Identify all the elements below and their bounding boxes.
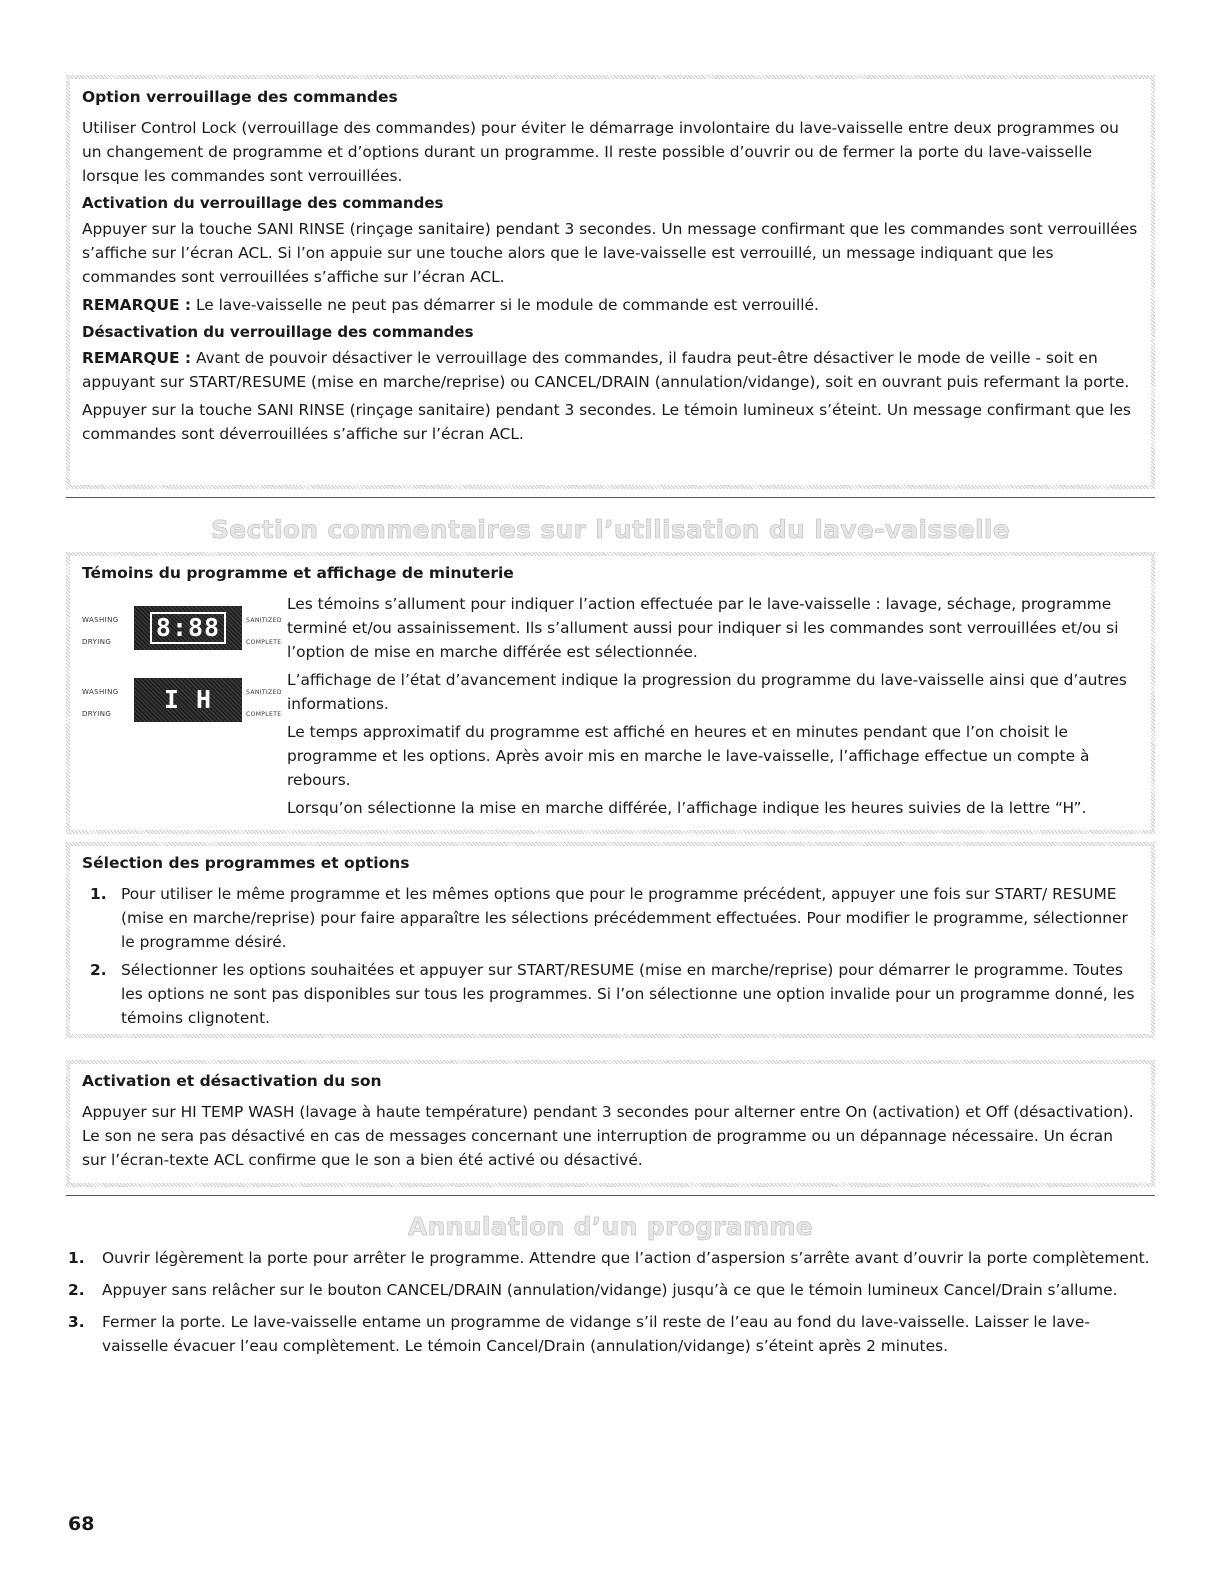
list-item-text: Appuyer sans relâcher sur le bouton CANCEL/DRAIN (annulation/vidange) jusqu’à ce que le témoin lumineux Cancel/Drain s’allume. (102, 1281, 1118, 1299)
section-divider-1 (66, 497, 1155, 498)
selection-list (82, 882, 1139, 1030)
deactivation-text: Appuyer sur la touche SANI RINSE (rinçage sanitaire) pendant 3 secondes. Le témoin lumineux s’éteint. Un message confirmant que les commandes sont déverrouillées s’affiche sur l’écran ACL. (82, 401, 1131, 443)
control-lock-intro: Utiliser Control Lock (verrouillage des commandes) pour éviter le démarrage involontaire du lave-vaisselle entre deux programmes ou un changement de programme et d’options durant un programme. Il reste possible d’ouvrir ou de fermer la porte du lave-vaisselle lorsque les commandes sont verrouillées. (82, 119, 1119, 185)
list-item (66, 1310, 1155, 1358)
lcd-screen (134, 678, 242, 722)
note-2-text: Avant de pouvoir désactiver le verrouillage des commandes, il faudra peut-être désactiver le mode de veille - soit en appuyant sur START/RESUME (mise en marche/reprise) ou CANCEL/DRAIN (annulation/vidange), soit en ouvrant puis refermant la porte. (82, 349, 1130, 391)
list-item-text: Sélectionner les options souhaitées et appuyer sur START/RESUME (mise en marche/reprise) pour démarrer le programme. Toutes les options ne sont pas disponibles sur tous les programmes. Si l’on sélectionne une option invalide pour un programme donné, les témoins clignotent. (121, 961, 1135, 1027)
cancel-steps-list (66, 1246, 1155, 1362)
list-item-text: Pour utiliser le même programme et les mêmes options que pour le programme précédent, appuyer une fois sur START/ RESUME (mise en marche/reprise) pour faire apparaître les sélections précédemment effectuées. Pour modifier le programme, sélectionner le programme désiré. (121, 885, 1128, 951)
sound-text: Appuyer sur HI TEMP WASH (lavage à haute température) pendant 3 secondes pour alterner entre On (activation) et Off (désactivation). Le son ne sera pas désactivé en cas de messages concernant une interruption de programme ou un dépannage nécessaire. Un écran sur l’écran-texte ACL confirme que le son a bien été activé ou désactivé. (82, 1103, 1134, 1169)
display-delay-example (82, 678, 282, 722)
display-illustrations (82, 606, 282, 750)
deactivation-heading: Désactivation du verrouillage des commandes (82, 323, 474, 341)
note-2 (82, 346, 1139, 394)
selection-heading: Sélection des programmes et options (82, 854, 410, 872)
indicators-p2: L’affichage de l’état d’avancement indique la progression du programme du lave-vaisselle ainsi que d’autres informations. (287, 671, 1127, 713)
section-title-cancel: Annulation d’un programme (407, 1212, 814, 1241)
complete-label: COMPLETE (246, 711, 282, 718)
washing-label: WASHING (82, 688, 119, 696)
control-lock-heading: Option verrouillage des commandes (82, 88, 398, 106)
indicators-text (287, 592, 1139, 820)
section-divider-2 (66, 1195, 1155, 1196)
sanitized-label: SANITIZED (246, 689, 282, 696)
lcd-screen (134, 606, 242, 650)
list-item-number: 1. (90, 885, 107, 903)
list-item (66, 1278, 1155, 1302)
activation-heading: Activation du verrouillage des commandes (82, 194, 444, 212)
page-number: 68 (68, 1513, 95, 1535)
drying-label: DRYING (82, 638, 112, 646)
control-lock-box (66, 75, 1155, 489)
list-item (66, 1246, 1155, 1270)
washing-label: WASHING (82, 616, 119, 624)
list-item-number: 3. (68, 1313, 85, 1331)
note-1 (82, 293, 1139, 317)
sound-box (66, 1060, 1155, 1187)
activation-text: Appuyer sur la touche SANI RINSE (rinçage sanitaire) pendant 3 secondes. Un message confirmant que les commandes sont verrouillées s’affiche sur l’écran ACL. Si l’on appuie sur une touche alors que le lave-vaisselle est verrouillé, un message indiquant que les commandes sont verrouillées s’affiche sur l’écran ACL. (82, 220, 1138, 286)
indicators-p4: Lorsqu’on sélectionne la mise en marche différée, l’affichage indique les heures suivies de la lettre “H”. (287, 799, 1087, 817)
indicators-heading: Témoins du programme et affichage de minuterie (82, 564, 514, 582)
selection-box (66, 842, 1155, 1038)
list-item-number: 1. (68, 1249, 85, 1267)
lcd-digits: 8:88 (150, 612, 226, 644)
list-item (82, 882, 1139, 954)
sound-heading: Activation et désactivation du son (82, 1072, 382, 1090)
note-1-label: REMARQUE : (82, 296, 192, 314)
list-item-text: Fermer la porte. Le lave-vaisselle entame un programme de vidange s’il reste de l’eau au fond du lave-vaisselle. Laisser le lave-vaisselle évacuer l’eau complètement. Le témoin Cancel/Drain (annulation/vidange) s’éteint après 2 minutes. (102, 1313, 1090, 1355)
complete-label: COMPLETE (246, 639, 282, 646)
indicators-p3: Le temps approximatif du programme est affiché en heures et en minutes pendant que l’on choisit le programme et les options. Après avoir mis en marche le lave-vaisselle, l’affichage effectue un compte à rebours. (287, 723, 1090, 789)
indicators-p1: Les témoins s’allument pour indiquer l’action effectuée par le lave-vaisselle : lavage, séchage, programme terminé et/ou assainissement. Ils s’allument aussi pour indiquer si les commandes sont verrouillées et/ou si l’option de mise en marche différée est sélectionnée. (287, 595, 1119, 661)
note-1-text: Le lave-vaisselle ne peut pas démarrer si le module de commande est verrouillé. (191, 296, 819, 314)
note-2-label: REMARQUE : (82, 349, 192, 367)
section-title-usage: Section commentaires sur l’utilisation du lave-vaisselle (210, 515, 1011, 544)
display-time-example (82, 606, 282, 650)
indicators-box (66, 552, 1155, 834)
drying-label: DRYING (82, 710, 112, 718)
list-item (82, 958, 1139, 1030)
sanitized-label: SANITIZED (246, 617, 282, 624)
list-item-number: 2. (90, 961, 107, 979)
list-item-text: Ouvrir légèrement la porte pour arrêter le programme. Attendre que l’action d’aspersion s’arrête avant d’ouvrir la porte complètement. (102, 1249, 1150, 1267)
lcd-digits: I H (163, 685, 213, 714)
list-item-number: 2. (68, 1281, 85, 1299)
